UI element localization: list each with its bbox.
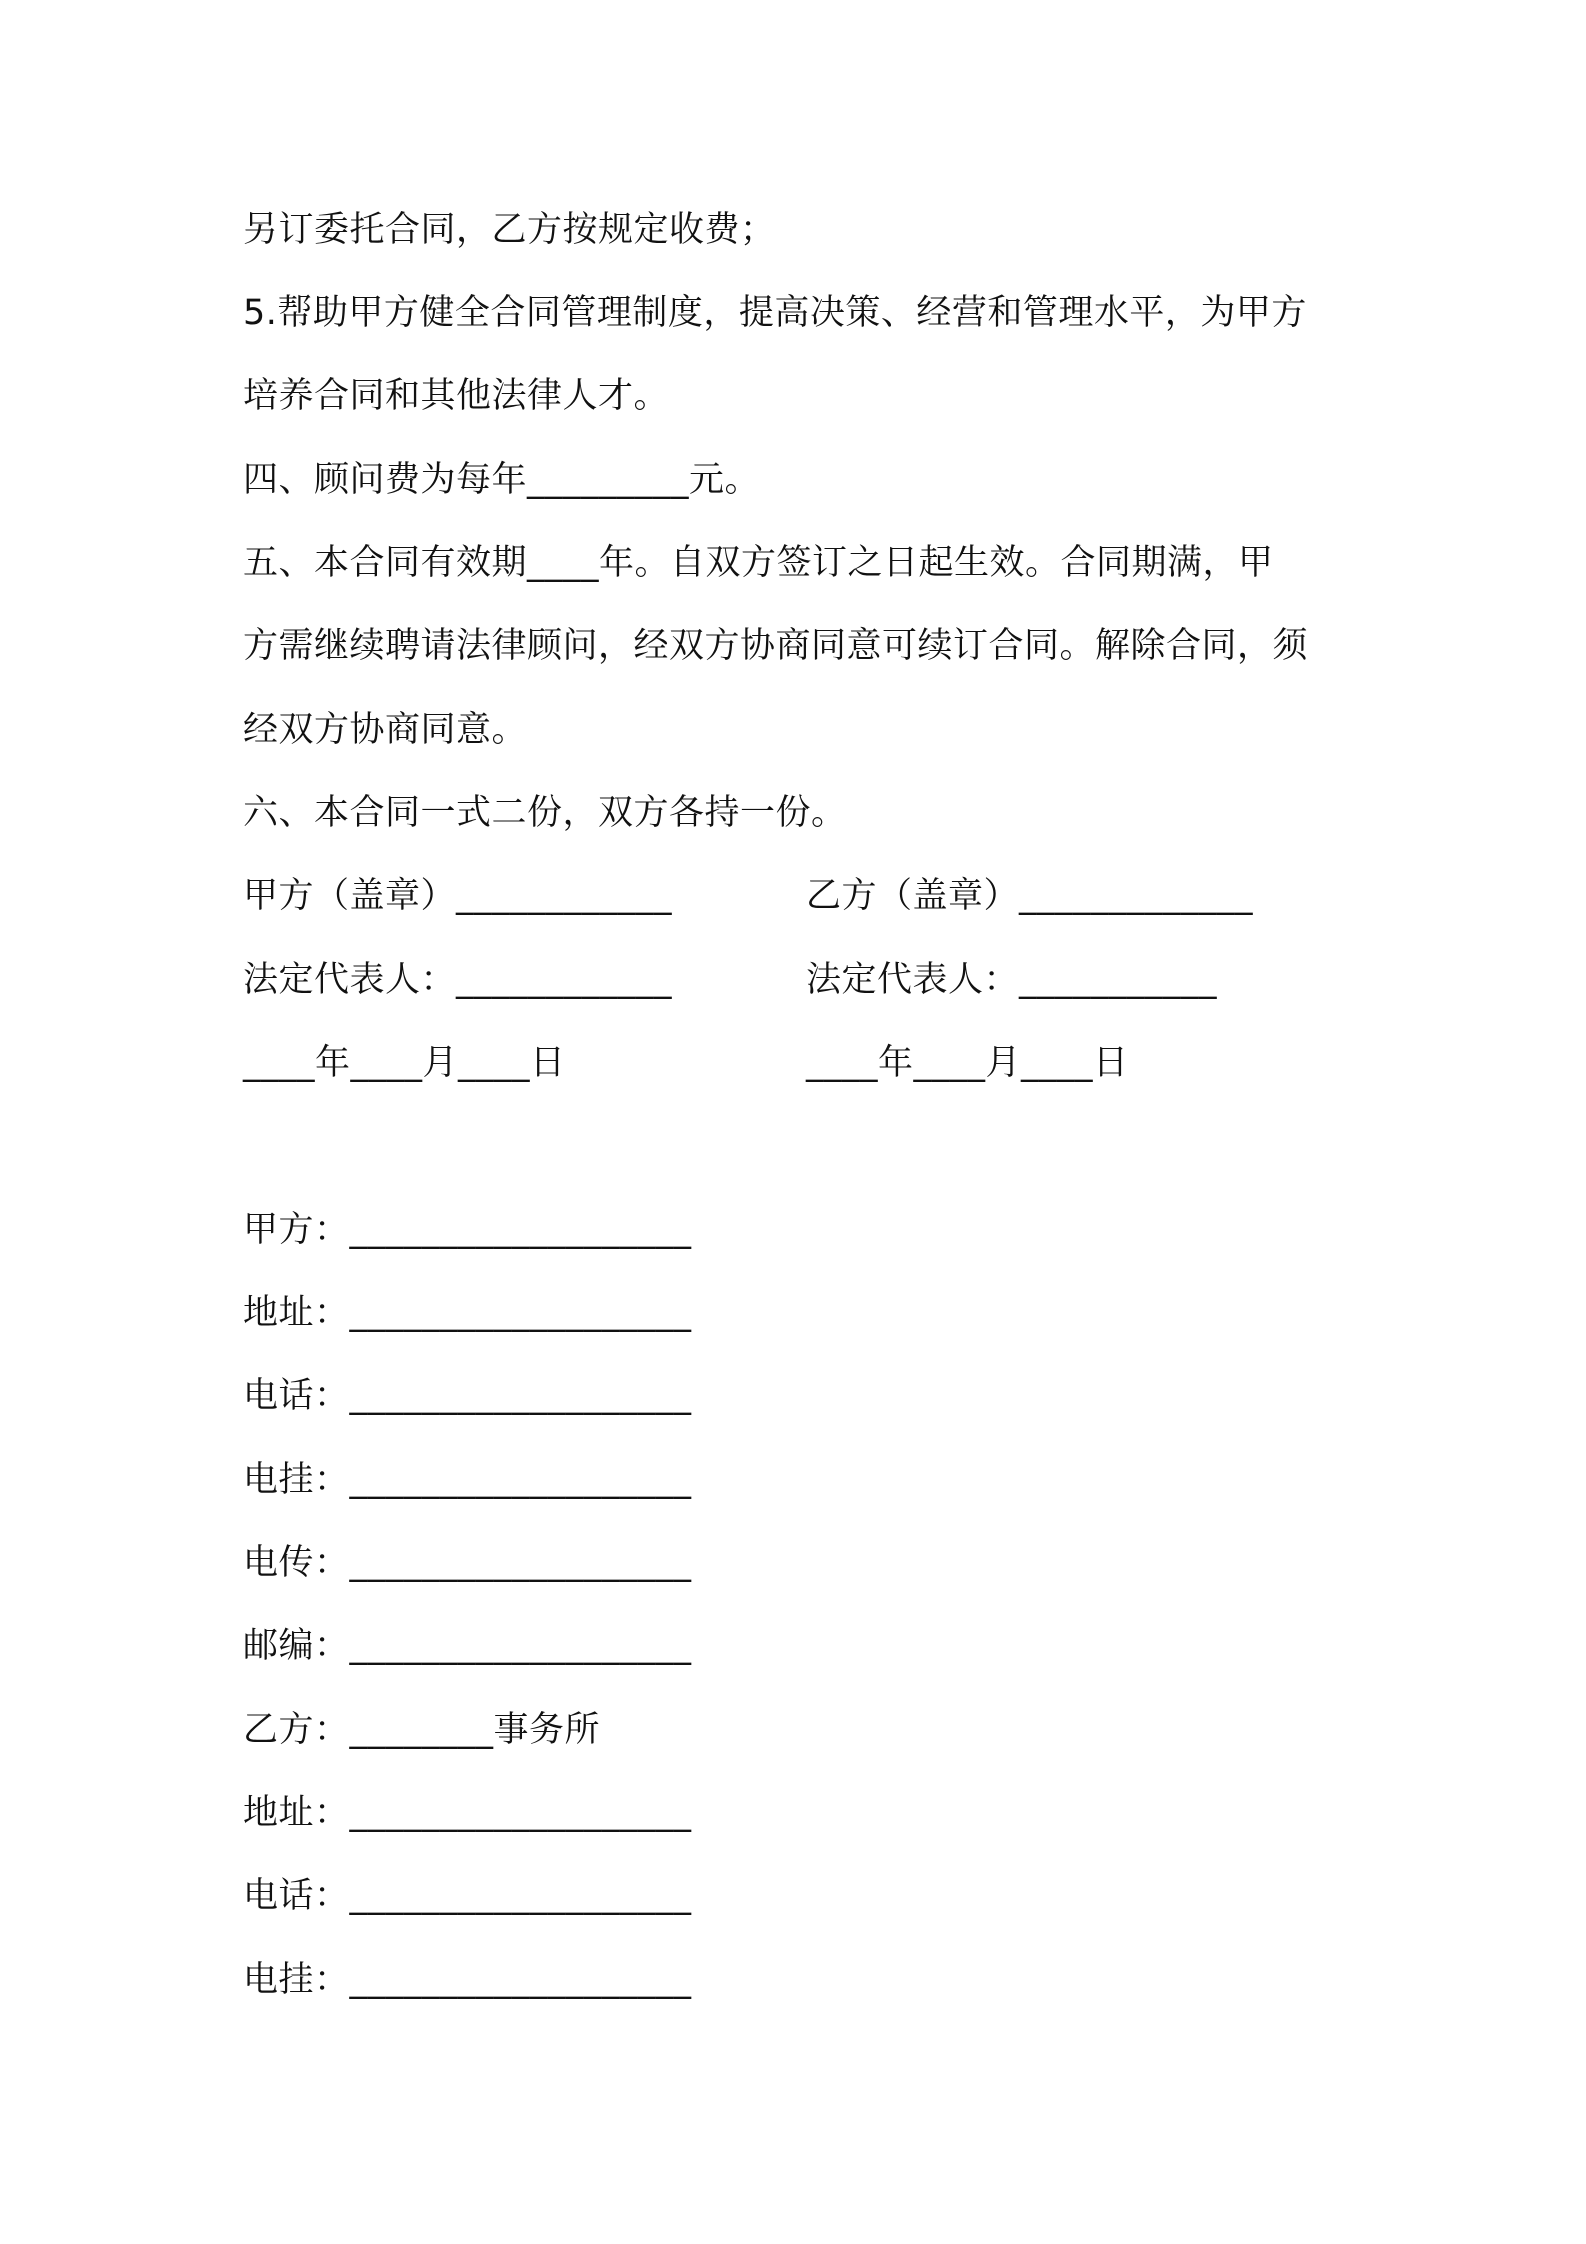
paragraph-line-7: 经双方协商同意。 [243,710,528,750]
paragraph-line-4: 四、顾问费为每年_________元。 [243,460,761,500]
party-b-date-field: ____年____月____日 [806,1043,1129,1083]
party-b-cable-field: 电挂：___________________ [243,1960,692,2000]
paragraph-line-8: 六、本合同一式二份，双方各持一份。 [243,793,847,833]
paragraph-line-2: 5.帮助甲方健全合同管理制度，提高决策、经营和管理水平，为甲方 [243,293,1307,333]
party-a-cable-field: 电挂：___________________ [243,1460,692,1500]
paragraph-line-3: 培养合同和其他法律人才。 [243,376,670,416]
party-a-seal-field: 甲方（盖章）____________ [243,876,673,916]
party-a-postcode-field: 邮编：___________________ [243,1626,692,1666]
party-b-address-field: 地址：___________________ [243,1793,692,1833]
party-a-phone-field: 电话：___________________ [243,1376,692,1416]
party-b-name-field: 乙方：________事务所 [243,1710,601,1750]
party-a-representative-field: 法定代表人：____________ [243,960,673,1000]
party-b-seal-field: 乙方（盖章）_____________ [806,876,1254,916]
party-a-name-field: 甲方：___________________ [243,1210,692,1250]
party-a-address-field: 地址：___________________ [243,1293,692,1333]
paragraph-line-5: 五、本合同有效期____年。自双方签订之日起生效。合同期满，甲 [243,543,1274,583]
party-b-representative-field: 法定代表人：___________ [806,960,1218,1000]
paragraph-line-1: 另订委托合同，乙方按规定收费； [243,210,776,250]
party-b-phone-field: 电话：___________________ [243,1876,692,1916]
paragraph-line-6: 方需继续聘请法律顾问，经双方协商同意可续订合同。解除合同，须 [243,626,1309,666]
party-a-fax-field: 电传：___________________ [243,1543,692,1583]
party-a-date-field: ____年____月____日 [243,1043,566,1083]
